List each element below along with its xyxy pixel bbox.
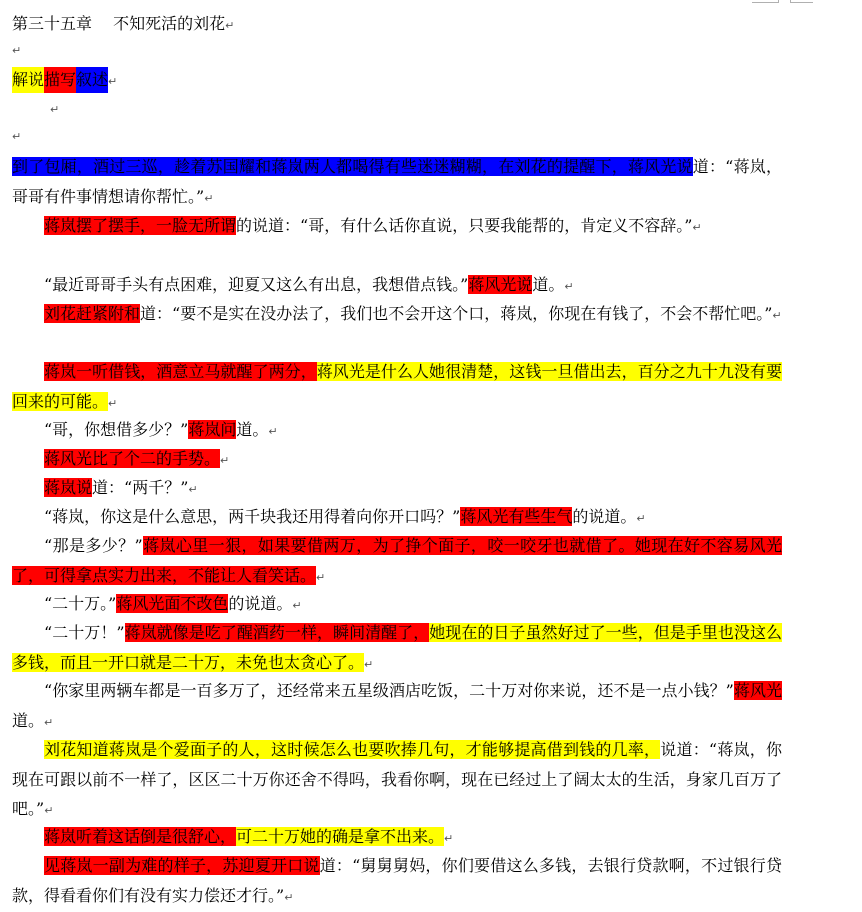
text-segment: 道：“舅舅舅妈，你们要借这么多钱，去银行贷款啊，不过银行贷款，得看看你们有没有实力偿还才行。”	[12, 856, 782, 905]
text-segment: 道。	[12, 710, 45, 730]
paragraph-mark: ↵	[204, 191, 214, 205]
paragraph-mark: ↵	[44, 804, 54, 817]
paragraph	[12, 589, 782, 621]
text-segment: 道：“蒋岚，哥哥有件事情想请你帮忙。”	[12, 157, 782, 206]
paragraph-mark: ↵	[220, 454, 230, 467]
text-segment: “二十万！”	[44, 623, 125, 642]
text-segment: 的说道：“哥，有什么话你直说，只要我能帮的，肯定义不容辞。”	[236, 216, 693, 235]
paragraph	[12, 851, 782, 912]
paragraph-mark: ↵	[444, 832, 454, 845]
paragraph	[12, 152, 782, 213]
paragraph-mark: ↵	[108, 396, 118, 410]
paragraph-mark: ↵	[564, 280, 574, 293]
empty-paragraph-mark: ↵	[12, 130, 22, 143]
page-corner-mark-right	[790, 0, 813, 3]
paragraph	[12, 299, 782, 331]
paragraph	[12, 444, 782, 476]
highlight-yellow-segment: 她现在的日子虽然好过了一些，但是手里也没这么多钱，而且一开口就是二十万，未免也太贪心了。	[12, 623, 782, 672]
text-segment: 说道：“蒋岚，你现在可跟以前不一样了，区区二十万你还舍不得吗，我看你啊，现在已经过上了阔太太的生活，身家几百万了吧。”	[12, 740, 782, 818]
legend-red-description: 描写	[44, 67, 76, 93]
highlight-red-segment: 蒋风光比了个二的手势。	[44, 449, 221, 468]
highlight-blue-segment: 到了包厢，酒过三巡，趁着苏国耀和蒋岚两人都喝得有些迷迷糊糊，在刘花的提醒下，蒋风光说	[12, 157, 693, 176]
highlight-red-segment: 见蒋岚一副为难的样子，苏迎夏开口说	[44, 856, 320, 875]
paragraph-mark: ↵	[636, 512, 646, 525]
paragraph-mark: ↵	[188, 483, 198, 496]
text-segment: 道。	[532, 275, 565, 294]
highlight-red-segment: 蒋岚心里一狠，如果要借两万，为了挣个面子，咬一咬牙也就借了。她现在好不容易风光了，可得拿点实力出来，不能让人看笑话。	[12, 536, 782, 585]
text-segment: “哥，你想借多少？”	[44, 420, 189, 439]
paragraph-mark: ↵	[692, 221, 702, 234]
highlight-yellow-segment: 可二十万她的确是拿不出来。	[236, 827, 445, 846]
highlight-red-segment: 蒋岚就像是吃了醒酒药一样，瞬间清醒了，	[124, 623, 430, 642]
paragraph	[12, 270, 782, 302]
paragraph	[12, 676, 782, 737]
text-segment: “蒋岚，你这是什么意思，两千块我还用得着向你开口吗？”	[44, 507, 461, 526]
paragraph	[12, 618, 782, 679]
paragraph-mark: ↵	[44, 715, 54, 729]
highlight-red-segment: 蒋风光	[733, 681, 782, 700]
highlight-red-segment: 刘花赶紧附和	[44, 304, 141, 323]
paragraph-mark: ↵	[225, 19, 235, 32]
text-segment: 道。	[236, 420, 269, 439]
highlight-red-segment: 蒋风光面不改色	[116, 594, 229, 613]
chapter-title	[12, 11, 234, 39]
paragraph-mark: ↵	[772, 309, 782, 322]
paragraph-mark: ↵	[292, 599, 302, 612]
highlight-yellow-segment: 蒋风光是什么人她很清楚，这钱一旦借出去，百分之九十九没有要回来的可能。	[12, 362, 782, 411]
highlight-red-segment: 蒋风光说	[468, 275, 533, 294]
paragraph	[12, 502, 782, 534]
highlight-red-segment: 蒋岚一听借钱，酒意立马就醒了两分，	[44, 362, 317, 381]
highlight-red-segment: 蒋岚说	[44, 478, 93, 497]
text-segment: 道：“两千？”	[92, 478, 189, 497]
legend-yellow-explanation: 解说	[12, 67, 44, 93]
chapter-title-text: 第三十五章 不知死活的刘花	[12, 14, 226, 33]
text-segment: 的说道。	[228, 594, 293, 613]
legend-blue-narration: 叙述	[76, 67, 108, 93]
text-segment: 的说道。	[572, 507, 637, 526]
paragraph	[12, 822, 782, 854]
page-corner-mark-left	[752, 0, 779, 3]
text-segment: “最近哥哥手头有点困难，迎夏又这么有出息，我想借点钱。”	[44, 275, 469, 294]
highlight-red-segment: 蒋岚摆了摆手，一脸无所谓	[44, 216, 237, 235]
paragraph-mark: ↵	[316, 570, 326, 584]
highlight-red-segment: 蒋岚听着这话倒是很舒心，	[44, 827, 237, 846]
text-segment: “二十万。”	[44, 594, 117, 613]
paragraph	[12, 735, 782, 826]
paragraph-mark: ↵	[108, 75, 118, 88]
paragraph	[12, 531, 782, 592]
paragraph	[12, 357, 782, 418]
empty-paragraph-mark: ↵	[50, 103, 60, 116]
paragraph	[12, 473, 782, 505]
text-segment: 道：“要不是实在没办法了，我们也不会开这个口，蒋岚，你现在有钱了，不会不帮忙吧。”	[140, 304, 773, 323]
paragraph-mark: ↵	[284, 890, 294, 904]
highlight-yellow-segment: 刘花知道蒋岚是个爱面子的人，这时候怎么也要吹捧几句，才能够提高借到钱的几率，	[44, 740, 661, 759]
paragraph-mark: ↵	[364, 657, 374, 671]
paragraph	[12, 211, 782, 243]
text-segment: “那是多少？”	[44, 536, 143, 555]
paragraph	[12, 415, 782, 447]
highlight-legend	[12, 67, 117, 95]
highlight-red-segment: 蒋风光有些生气	[460, 507, 573, 526]
empty-paragraph-mark: ↵	[12, 44, 22, 57]
highlight-red-segment: 蒋岚问	[188, 420, 237, 439]
paragraph-mark: ↵	[268, 425, 278, 438]
text-segment: “你家里两辆车都是一百多万了，还经常来五星级酒店吃饭，二十万对你来说，还不是一点小钱？”	[44, 681, 734, 700]
